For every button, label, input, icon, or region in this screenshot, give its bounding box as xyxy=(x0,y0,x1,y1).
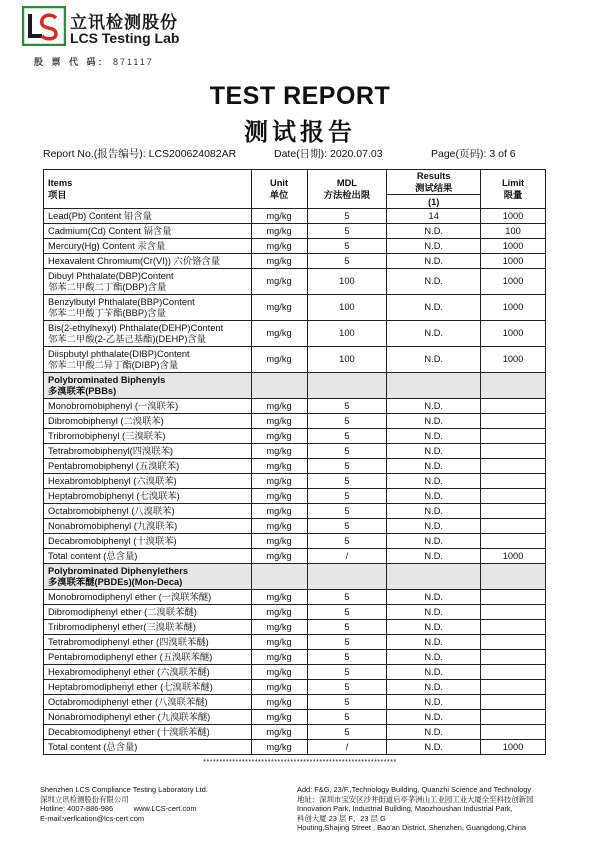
limit-cell xyxy=(481,429,546,444)
table-row xyxy=(44,347,546,373)
item-cell: Bis(2-ethylhexyl) Phthalate(DEHP)Content 邻苯二甲酸(2-乙基己基酯)(DEHP)含量 xyxy=(44,321,252,347)
item-cell: Total content (总含量) xyxy=(44,549,252,564)
header-results-sub: (1) xyxy=(387,195,481,209)
result-cell: N.D. xyxy=(387,725,481,740)
limit-cell: 1000 xyxy=(481,295,546,321)
table-row xyxy=(44,209,546,224)
table-row xyxy=(44,429,546,444)
table-row xyxy=(44,710,546,725)
item-cell: Diispbutyl phthalate(DIBP)Content 邻苯二甲酸二异丁酯(DIBP)含量 xyxy=(44,347,252,373)
table-row xyxy=(44,489,546,504)
mdl-cell: 5 xyxy=(307,399,387,414)
unit-cell: mg/kg xyxy=(251,504,307,519)
table-row xyxy=(44,635,546,650)
mdl-cell: 5 xyxy=(307,534,387,549)
mdl-cell: 5 xyxy=(307,504,387,519)
unit-cell: mg/kg xyxy=(251,590,307,605)
limit-cell: 1000 xyxy=(481,209,546,224)
stock-code-line xyxy=(34,55,154,68)
unit-cell: mg/kg xyxy=(251,549,307,564)
item-cell: Heptabromobiphenyl (七溴联苯) xyxy=(44,489,252,504)
result-cell: N.D. xyxy=(387,590,481,605)
result-cell: N.D. xyxy=(387,429,481,444)
unit-cell: mg/kg xyxy=(251,605,307,620)
table-row xyxy=(44,695,546,710)
result-cell: N.D. xyxy=(387,269,481,295)
unit-cell: mg/kg xyxy=(251,269,307,295)
limit-cell: 1000 xyxy=(481,239,546,254)
table-row xyxy=(44,459,546,474)
limit-cell: 1000 xyxy=(481,254,546,269)
unit-cell xyxy=(251,373,307,399)
item-cell: Monobromodiphenyl ether (一溴联苯醚) xyxy=(44,590,252,605)
mdl-cell: 100 xyxy=(307,295,387,321)
table-row xyxy=(44,740,546,755)
unit-cell: mg/kg xyxy=(251,740,307,755)
footer-left xyxy=(40,785,208,823)
mdl-cell: 5 xyxy=(307,254,387,269)
mdl-cell: 5 xyxy=(307,620,387,635)
mdl-cell: 5 xyxy=(307,695,387,710)
table-row xyxy=(44,650,546,665)
footer-address-1: Add: F&G, 23/F.,Technology Building, Quanzhi Science and Technology xyxy=(297,785,532,794)
item-cell: Decabromobiphenyl (十溴联苯) xyxy=(44,534,252,549)
limit-cell xyxy=(481,564,546,590)
header-limit: Limit 限量 xyxy=(481,170,546,209)
item-cell: Hexavalent Chromium(Cr(VI)) 六价铬含量 xyxy=(44,254,252,269)
result-cell: N.D. xyxy=(387,605,481,620)
unit-cell: mg/kg xyxy=(251,347,307,373)
item-cell: Pentabromobiphenyl (五溴联苯) xyxy=(44,459,252,474)
lcs-logo-icon xyxy=(22,6,66,46)
mdl-cell: 5 xyxy=(307,665,387,680)
limit-cell xyxy=(481,414,546,429)
unit-cell: mg/kg xyxy=(251,295,307,321)
table-row xyxy=(44,680,546,695)
limit-cell xyxy=(481,725,546,740)
table-row xyxy=(44,725,546,740)
unit-cell: mg/kg xyxy=(251,635,307,650)
item-cell: Monobromobiphenyl (一溴联苯) xyxy=(44,399,252,414)
page-number: Page(页码): 3 of 6 xyxy=(431,148,516,160)
unit-cell: mg/kg xyxy=(251,209,307,224)
footer-email: E-mail:verfication@lcs-cert.com xyxy=(40,813,145,823)
item-cell: Octabromodiphenyl ether (八溴联苯醚) xyxy=(44,695,252,710)
limit-cell xyxy=(481,665,546,680)
unit-cell: mg/kg xyxy=(251,695,307,710)
mdl-cell: 5 xyxy=(307,680,387,695)
table-row xyxy=(44,605,546,620)
mdl-cell: 5 xyxy=(307,414,387,429)
unit-cell xyxy=(251,564,307,590)
unit-cell: mg/kg xyxy=(251,429,307,444)
result-cell: N.D. xyxy=(387,665,481,680)
table-row xyxy=(44,549,546,564)
table-row xyxy=(44,620,546,635)
item-cell: Lead(Pb) Content 铅含量 xyxy=(44,209,252,224)
item-cell: Tetrabromodiphenyl ether (四溴联苯醚) xyxy=(44,635,252,650)
header-results: Results 测试结果 xyxy=(387,170,481,195)
limit-cell xyxy=(481,695,546,710)
table-row xyxy=(44,444,546,459)
header-mdl: MDL 方法检出限 xyxy=(307,170,387,209)
test-results-table xyxy=(43,169,546,755)
report-title-cn: 测试报告 xyxy=(244,119,356,146)
mdl-cell: 100 xyxy=(307,269,387,295)
limit-cell: 1000 xyxy=(481,549,546,564)
limit-cell xyxy=(481,650,546,665)
result-cell: N.D. xyxy=(387,224,481,239)
unit-cell: mg/kg xyxy=(251,489,307,504)
mdl-cell: / xyxy=(307,740,387,755)
company-name-cn: 立讯检测股份 xyxy=(70,13,178,32)
limit-cell: 1000 xyxy=(481,347,546,373)
limit-cell xyxy=(481,635,546,650)
mdl-cell: 5 xyxy=(307,635,387,650)
item-cell: Hexabromodiphenyl ether (六溴联苯醚) xyxy=(44,665,252,680)
unit-cell: mg/kg xyxy=(251,254,307,269)
result-cell: N.D. xyxy=(387,680,481,695)
result-cell xyxy=(387,564,481,590)
unit-cell: mg/kg xyxy=(251,620,307,635)
item-cell: Pentabromodiphenyl ether (五溴联苯醚) xyxy=(44,650,252,665)
report-date: Date(日期): 2020.07.03 xyxy=(274,148,383,160)
group-header-row xyxy=(44,373,546,399)
limit-cell: 100 xyxy=(481,224,546,239)
item-cell: Nonabromodiphenyl ether (九溴联苯醚) xyxy=(44,710,252,725)
report-number: Report No.(报告编号): LCS200624082AR xyxy=(43,148,237,160)
mdl-cell: 5 xyxy=(307,459,387,474)
table-row xyxy=(44,665,546,680)
unit-cell: mg/kg xyxy=(251,459,307,474)
result-cell xyxy=(387,373,481,399)
result-cell: N.D. xyxy=(387,414,481,429)
mdl-cell: 100 xyxy=(307,321,387,347)
mdl-cell: 5 xyxy=(307,474,387,489)
table-row xyxy=(44,224,546,239)
mdl-cell: 5 xyxy=(307,209,387,224)
mdl-cell: 5 xyxy=(307,224,387,239)
unit-cell: mg/kg xyxy=(251,710,307,725)
limit-cell: 1000 xyxy=(481,740,546,755)
result-cell: N.D. xyxy=(387,504,481,519)
table-row xyxy=(44,295,546,321)
result-cell: N.D. xyxy=(387,740,481,755)
result-cell: N.D. xyxy=(387,650,481,665)
item-cell: Dibuyl Phthalate(DBP)Content 邻苯二甲酸二丁酯(DBP)含量 xyxy=(44,269,252,295)
unit-cell: mg/kg xyxy=(251,650,307,665)
limit-cell xyxy=(481,373,546,399)
unit-cell: mg/kg xyxy=(251,399,307,414)
stock-code-label: 股 票 代 码: xyxy=(34,57,105,67)
end-divider: ************************************************************ xyxy=(203,759,397,766)
table-row xyxy=(44,504,546,519)
header-items: Items 项目 xyxy=(44,170,252,209)
result-cell: N.D. xyxy=(387,239,481,254)
result-cell: 14 xyxy=(387,209,481,224)
company-name-en: LCS Testing Lab xyxy=(70,30,180,46)
mdl-cell: / xyxy=(307,549,387,564)
result-cell: N.D. xyxy=(387,444,481,459)
result-cell: N.D. xyxy=(387,620,481,635)
unit-cell: mg/kg xyxy=(251,224,307,239)
limit-cell xyxy=(481,620,546,635)
footer-company-en: Shenzhen LCS Compliance Testing Laboratory Ltd. xyxy=(40,785,208,794)
footer-company-cn: 深圳立讯检测股份有限公司 xyxy=(40,794,129,804)
unit-cell: mg/kg xyxy=(251,680,307,695)
item-cell: Cadmium(Cd) Content 镉含量 xyxy=(44,224,252,239)
result-cell: N.D. xyxy=(387,347,481,373)
limit-cell xyxy=(481,590,546,605)
mdl-cell: 5 xyxy=(307,519,387,534)
unit-cell: mg/kg xyxy=(251,665,307,680)
item-cell: Total content (总含量) xyxy=(44,740,252,755)
limit-cell xyxy=(481,474,546,489)
item-cell: Nonabromobiphenyl (九溴联苯) xyxy=(44,519,252,534)
unit-cell: mg/kg xyxy=(251,414,307,429)
result-cell: N.D. xyxy=(387,519,481,534)
table-row xyxy=(44,519,546,534)
result-cell: N.D. xyxy=(387,459,481,474)
mdl-cell: 5 xyxy=(307,590,387,605)
footer-address-2: Innovation Park, Industrial Building, Maozhoushan Industrial Park, xyxy=(297,804,513,814)
result-cell: N.D. xyxy=(387,695,481,710)
mdl-cell: 5 xyxy=(307,489,387,504)
item-cell: Polybrominated Biphenyls 多溴联苯(PBBs) xyxy=(44,373,252,399)
footer-address-cn: 地址：深圳市宝安区沙井街道后亭茅洲山工业园工业大厦全至科技创新园 xyxy=(297,794,534,804)
result-cell: N.D. xyxy=(387,635,481,650)
unit-cell: mg/kg xyxy=(251,519,307,534)
mdl-cell xyxy=(307,373,387,399)
result-cell: N.D. xyxy=(387,321,481,347)
mdl-cell: 5 xyxy=(307,429,387,444)
limit-cell xyxy=(481,504,546,519)
limit-cell: 1000 xyxy=(481,269,546,295)
table-row xyxy=(44,269,546,295)
table-row xyxy=(44,534,546,549)
unit-cell: mg/kg xyxy=(251,725,307,740)
result-cell: N.D. xyxy=(387,474,481,489)
item-cell: Tribromobiphenyl (三溴联苯) xyxy=(44,429,252,444)
stock-code: 871117 xyxy=(113,57,154,67)
mdl-cell: 5 xyxy=(307,725,387,740)
unit-cell: mg/kg xyxy=(251,444,307,459)
item-cell: Dibromodiphenyl ether (二溴联苯醚) xyxy=(44,605,252,620)
mdl-cell: 5 xyxy=(307,444,387,459)
mdl-cell: 100 xyxy=(307,347,387,373)
table-row xyxy=(44,239,546,254)
mdl-cell xyxy=(307,564,387,590)
table-row xyxy=(44,399,546,414)
result-cell: N.D. xyxy=(387,534,481,549)
footer-hotline: Hotline: 4007-886-986 www.LCS-cert.com xyxy=(40,804,197,814)
mdl-cell: 5 xyxy=(307,710,387,725)
item-cell: Mercury(Hg) Content 汞含量 xyxy=(44,239,252,254)
table-row xyxy=(44,254,546,269)
limit-cell xyxy=(481,459,546,474)
limit-cell xyxy=(481,680,546,695)
item-cell: Heptabromodiphenyl ether (七溴联苯醚) xyxy=(44,680,252,695)
table-row xyxy=(44,590,546,605)
item-cell: Tribromodiphenyl ether(三溴联苯醚) xyxy=(44,620,252,635)
item-cell: Decabromodiphenyl ether (十溴联苯醚) xyxy=(44,725,252,740)
item-cell: Benzylbutyl Phthalate(BBP)Content 邻苯二甲酸丁苄酯(BBP)含量 xyxy=(44,295,252,321)
item-cell: Octabromobiphenyl (八溴联苯) xyxy=(44,504,252,519)
limit-cell: 1000 xyxy=(481,321,546,347)
limit-cell xyxy=(481,444,546,459)
unit-cell: mg/kg xyxy=(251,239,307,254)
report-title-en: TEST REPORT xyxy=(209,82,391,110)
unit-cell: mg/kg xyxy=(251,321,307,347)
result-cell: N.D. xyxy=(387,254,481,269)
unit-cell: mg/kg xyxy=(251,474,307,489)
table-row xyxy=(44,414,546,429)
item-cell: Polybrominated Diphenylethers 多溴联苯醚(PBDEs)(Mon-Deca) xyxy=(44,564,252,590)
item-cell: Tetrabromobiphenyl(四溴联苯) xyxy=(44,444,252,459)
limit-cell xyxy=(481,605,546,620)
footer-address-cn-2: 科创大厦 23 层 F、23 层 G xyxy=(297,813,386,823)
header-unit: Unit 单位 xyxy=(251,170,307,209)
result-cell: N.D. xyxy=(387,549,481,564)
item-cell: Dibromobiphenyl (二溴联苯) xyxy=(44,414,252,429)
unit-cell: mg/kg xyxy=(251,534,307,549)
mdl-cell: 5 xyxy=(307,239,387,254)
limit-cell xyxy=(481,489,546,504)
footer-right xyxy=(297,785,567,833)
limit-cell xyxy=(481,399,546,414)
result-cell: N.D. xyxy=(387,295,481,321)
table-row xyxy=(44,474,546,489)
group-header-row xyxy=(44,564,546,590)
table-row xyxy=(44,321,546,347)
item-cell: Hexabromobiphenyl (六溴联苯) xyxy=(44,474,252,489)
result-cell: N.D. xyxy=(387,489,481,504)
result-cell: N.D. xyxy=(387,399,481,414)
limit-cell xyxy=(481,710,546,725)
mdl-cell: 5 xyxy=(307,650,387,665)
limit-cell xyxy=(481,519,546,534)
result-cell: N.D. xyxy=(387,710,481,725)
limit-cell xyxy=(481,534,546,549)
footer-address-3: Houting,Shajing Street , Bao'an District, Shenzhen, Guangdong,China xyxy=(297,823,527,833)
mdl-cell: 5 xyxy=(307,605,387,620)
